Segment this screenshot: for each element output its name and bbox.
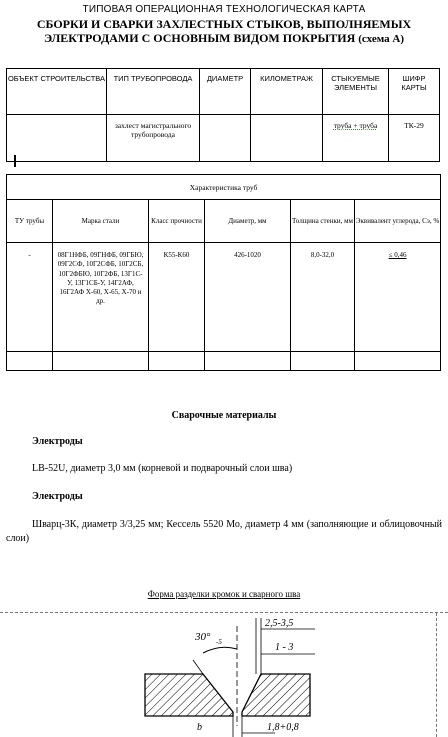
pipe-table-caption-row [7, 175, 441, 200]
empty-cell[interactable] [149, 352, 205, 371]
col-pipe-diameter [205, 200, 291, 243]
empty-cell[interactable] [7, 352, 53, 371]
pipe-table-empty-row [7, 352, 441, 371]
cell-carbon-equivalent[interactable]: ≤ 0,46 [355, 243, 441, 352]
cell-diameter[interactable] [200, 115, 251, 162]
left-plate [145, 674, 233, 716]
electrodes-label-2: Электроды [32, 491, 83, 502]
doc-title-line3-main: ЭЛЕКТРОДАМИ С ОСНОВНЫМ ВИДОМ ПОКРЫТИЯ [43, 31, 356, 45]
weld-joint-drawing [125, 616, 320, 737]
right-plate [242, 674, 310, 716]
electrodes-text-1: LB-52U, диаметр 3,0 мм (корневой и подварочный слои шва) [32, 463, 293, 474]
doc-title-scheme: (схема А) [358, 33, 405, 45]
col-object: ОБЪЕКТ СТРОИТЕЛЬСТВА [7, 69, 107, 115]
object-table [6, 68, 440, 162]
electrodes-label-1: Электроды [32, 436, 83, 447]
col-steel-grade: Марка стали [53, 200, 149, 243]
cell-tu[interactable]: - [7, 243, 53, 352]
pipe-table-header [7, 200, 441, 243]
empty-cell[interactable] [355, 352, 441, 371]
doc-title [0, 17, 448, 46]
electrodes-text-2: Шварц-3К, диаметр 3/3,25 мм; Кессель 5520 Мо, диаметр 4 мм (заполняющие и облицовочный слои) [6, 519, 442, 544]
gap-b-label: b [197, 722, 202, 733]
doc-header-line1: ТИПОВАЯ ОПЕРАЦИОННАЯ ТЕХНОЛОГИЧЕСКАЯ КАРТА [82, 4, 366, 15]
cell-pipe-diameter[interactable]: 426-1020 [205, 243, 291, 352]
col-carbon-equivalent: Эквивалент углерода, Сэ, % [355, 200, 441, 243]
dimension-gap: 1 - 3 [275, 642, 294, 653]
cell-strength-class[interactable]: К55-К60 [149, 243, 205, 352]
welding-materials-title: Сварочные материалы [171, 410, 277, 421]
col-pipeline-type: ТИП ТРУБОПРОВОДА [107, 69, 200, 115]
pipe-characteristics-table [6, 174, 441, 371]
cell-joined-elements[interactable]: труба + труба [323, 115, 389, 162]
object-table-row [7, 115, 440, 162]
object-table-header [7, 69, 440, 115]
dimension-root-face: 2,5-3,5 [265, 618, 294, 629]
cell-wall-thickness[interactable]: 8,0-32,0 [291, 243, 355, 352]
dimension-reinforcement: 1,8+0,8 [267, 722, 299, 733]
angle-tolerance: -5 [216, 638, 222, 646]
cell-kilometrage[interactable] [251, 115, 323, 162]
col-kilometrage: КИЛОМЕТРАЖ [251, 69, 323, 115]
angle-label: 30° [195, 631, 211, 643]
doc-title-line2: СБОРКИ И СВАРКИ ЗАХЛЕСТНЫХ СТЫКОВ, ВЫПОЛНЯЕМЫХ [36, 17, 412, 31]
empty-cell[interactable] [53, 352, 149, 371]
margin-divider [436, 613, 437, 737]
cell-pipeline-type[interactable]: захлест магистрального трубопровода [107, 115, 200, 162]
col-card-code: ШИФР КАРТЫ [389, 69, 440, 115]
col-joined-elements: СТЫКУЕМЫЕ ЭЛЕМЕНТЫ [323, 69, 389, 115]
col-pipe-diameter-label: Диаметр, мм [228, 216, 267, 225]
text-cursor [14, 155, 16, 167]
empty-cell[interactable] [291, 352, 355, 371]
cell-card-code[interactable]: ТК-29 [389, 115, 440, 162]
col-tu: ТУ трубы [7, 200, 53, 243]
pipe-table-row [7, 243, 441, 352]
pipe-table-caption: Характеристика труб [7, 175, 441, 200]
col-diameter: ДИАМЕТР [200, 69, 251, 115]
doc-title-line3 [0, 31, 448, 46]
edge-preparation-title: Форма разделки кромок и сварного шва [147, 589, 301, 599]
col-strength-class: Класс прочности [149, 200, 205, 243]
section-divider [0, 612, 448, 613]
cell-steel-grade[interactable]: 08Г1НФБ, 09ГНФБ, 09ГБЮ, 09Г2СФ, 10Г2СФБ, 10Г2СБ, 10Г2ФБЮ, 10Г2ФБ, 13Г1С-У, 13Г1СБ-У, 14Г2АФ, 16Г2АФ Х-60, Х-65, Х-70 и др. [53, 243, 149, 352]
cell-object[interactable] [7, 115, 107, 162]
col-wall-thickness: Толщина стенки, мм [291, 200, 355, 243]
empty-cell[interactable] [205, 352, 291, 371]
